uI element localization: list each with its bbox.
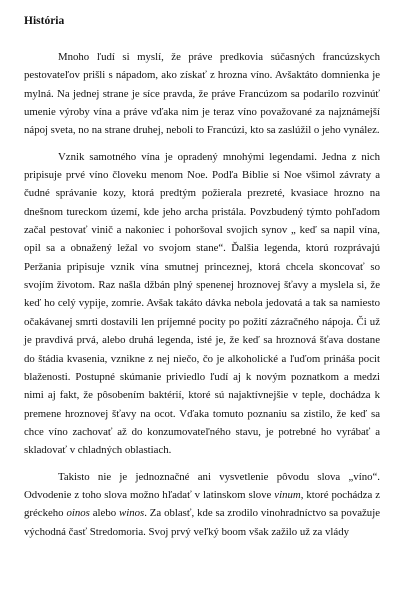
italic-word-oinos: oinos: [66, 507, 90, 520]
italic-word-winos: winos: [119, 507, 145, 520]
paragraph-1: Mnoho ľudí si myslí, že práve predkovia súčasných francúzskych pestovateľov prišli s nápadom, ako získať z hrozna víno. Avšaktáto domnienka je mylná. Na jednej strane je síce pravda, že práve Francúzom sa podarilo rozvinúť umenie výroby vína a práve vďaka nim je teraz víno považované za najznámejší nápoj sveta, no na strane druhej, neboli to Francúzi, kto sa zaslúžil o jeho vynález.: [24, 51, 380, 137]
paragraph-3-text-after: . Za oblasť, kde sa zrodilo vinohradníctvo sa považuje východná časť Stredomoria. Svoj prvý veľký boom však zažilo už za vlády: [24, 507, 380, 538]
section-heading: História: [24, 15, 65, 27]
paragraph-3-text-middle-2: alebo: [89, 507, 120, 520]
paragraph-3: [24, 468, 380, 541]
paragraph-3-text-before: Takisto nie je jednoznačné ani vysvetlenie pôvodu slova „víno“. Odvodenie z toho slova možno hľadať v latinskom slove: [24, 470, 380, 501]
paragraph-2: Vznik samotného vína je opradený mnohými legendami. Jedna z nich pripisuje prvé víno človeku menom Noe. Podľa Biblie si Noe všimol závraty a čudné správanie kozy, ktorá predtým požierala prezreté, kvasiace hrozno na dnešnom tureckom území, kde jeho archa pristála. Povzbudený týmto pohľadom začal pestovať vinič a nakoniec i pohoršoval svojich synov „ keď sa napil vína, opil sa a obnažený ležal vo svojom stane“. Ďalšia legenda, ktorú rozprávajú Peržania pripisuje vznik vína smutnej princeznej, ktorá chcela skoncovať so svojím životom. Raz našla džbán plný spenenej hroznovej šťavy a myslela si, že keď ho celý vypije, zomrie. Avšak takáto dávka nebola jedovatá a tak sa namiesto očakávanej smrti dostavili len príjemné pocity po požití zázračného nápoja. Či už je pravdivá prvá, alebo druhá legenda, isté je, že keď sa hroznová šťava dostane do štádia kvasenia, vznikne z nej niečo, čo je alkoholické a ľuďom prináša pocit blaženosti. Postupné skúmanie priviedlo ľudí aj k novým poznatkom a medzi nimi aj fakt, že pôsobením baktérií, ktoré sú najaktívnejšie v teple, dochádza k premene hroznovej šťavy na ocot. Vďaka tomuto poznaniu sa zistilo, že keď sa chce víno zachovať až do konzumovateľného stavu, je potrebné ho vyrábať a skladovať v chladných oblastiach.: [24, 150, 380, 457]
paragraph-3-text-middle-1: , ktoré pochádza z gréckeho: [24, 488, 380, 520]
italic-word-vinum: vinum: [274, 488, 301, 501]
